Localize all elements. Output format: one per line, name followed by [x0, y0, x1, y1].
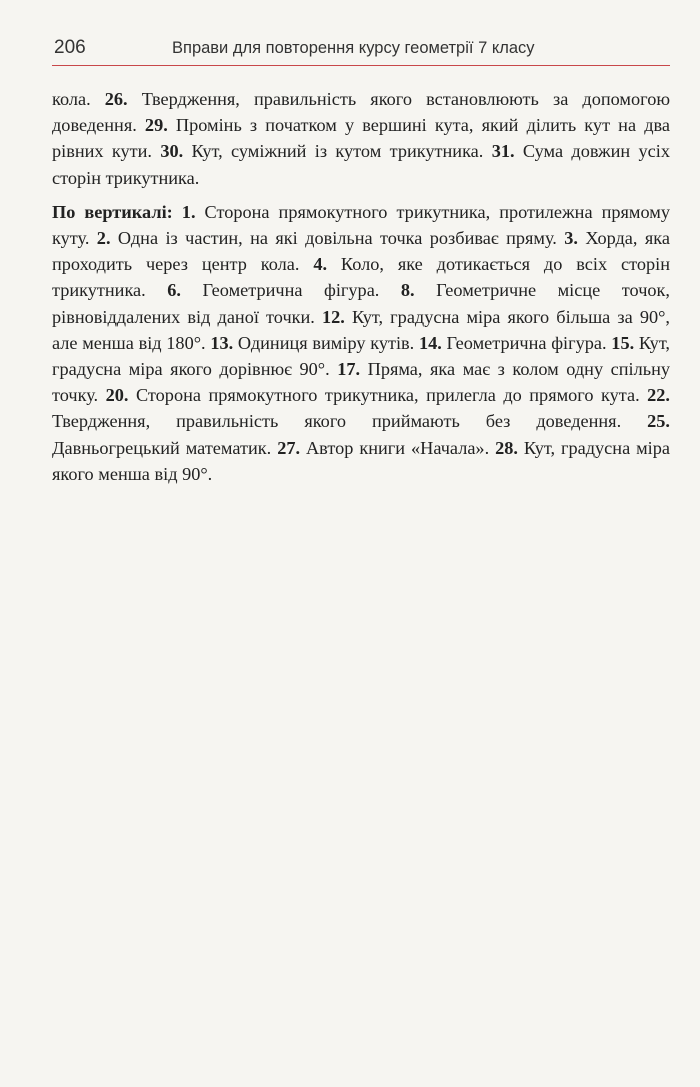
item-number: 17. [337, 359, 361, 380]
item-text: Геометрична фігура. [180, 280, 401, 301]
item-text: Твердження, правильність якого приймають без доведення. [52, 411, 648, 432]
item-number: 28. [495, 437, 518, 458]
item-text: Геометричне місце точок, рівновіддалених від даної точки. [52, 280, 670, 327]
item-text: Кут, градусна міра якого дорівнює 90°. [52, 332, 671, 380]
page-number: 206 [54, 37, 86, 58]
item-number: 2. [96, 228, 111, 249]
item-number: 1. [181, 201, 196, 222]
item-number: 25. [647, 411, 670, 432]
item-number: 26. [104, 89, 128, 109]
item-number: 14. [418, 332, 442, 353]
item-number: 15. [611, 332, 635, 353]
running-title: Вправи для повторення курсу геометрії 7 класу [172, 39, 535, 57]
item-text: Кут, суміжний із кутом трикутника. [183, 141, 492, 162]
item-number: 31. [491, 141, 515, 162]
item-number: 29. [144, 115, 168, 136]
page-header [52, 36, 670, 68]
item-number: 30. [160, 141, 184, 162]
item-text: Пряма, яка має з колом одну спільну точку. [52, 359, 670, 406]
item-number: 6. [167, 280, 181, 301]
item-text: Кут, градусна міра якого більша за 90°, але менша від 180°. [52, 306, 670, 353]
item-number: 3. [564, 228, 578, 249]
item-text: Одна із частин, на які довільна точка розбиває пряму. [110, 228, 565, 249]
item-text: Сторона прямокутного трикутника, прилегла до прямого кута. [128, 385, 648, 406]
item-number: 12. [321, 306, 345, 327]
item-number: 27. [277, 437, 301, 458]
vertical-paragraph [52, 199, 670, 487]
item-text: Сума довжин усіх сторін трикутника. [52, 141, 670, 188]
item-number: 20. [105, 385, 129, 406]
item-text: Автор книги «Начала». [300, 437, 496, 458]
item-text: Геометрична фігура. [441, 332, 612, 353]
item-text: Одиниця виміру кутів. [233, 332, 419, 353]
item-text: Кут, градусна міра якого менша від 90°. [52, 437, 671, 484]
item-text: Хорда, яка проходить через центр кола. [52, 228, 670, 275]
item-number: 22. [647, 385, 670, 406]
continuation-lead: кола. [52, 89, 105, 109]
header-rule [52, 65, 670, 66]
item-text: Сторона прямокутного трикутника, протилежна прямому куту. [52, 201, 670, 249]
item-number: 13. [210, 332, 234, 353]
vertical-label: По вертикалі: [52, 201, 173, 222]
horizontal-continuation-paragraph [52, 86, 670, 191]
item-text: Твердження, правильність якого встановлюють за допомогою доведення. [52, 89, 670, 136]
item-number: 8. [400, 280, 415, 301]
item-text: Коло, яке дотикається до всіх сторін трикутника. [52, 254, 670, 301]
item-text: Промінь з початком у вершині кута, який ділить кут на два рівних кути. [52, 115, 670, 162]
item-number: 4. [313, 254, 328, 275]
item-text: Давньогрецький математик. [52, 437, 278, 458]
body-text [52, 86, 670, 487]
